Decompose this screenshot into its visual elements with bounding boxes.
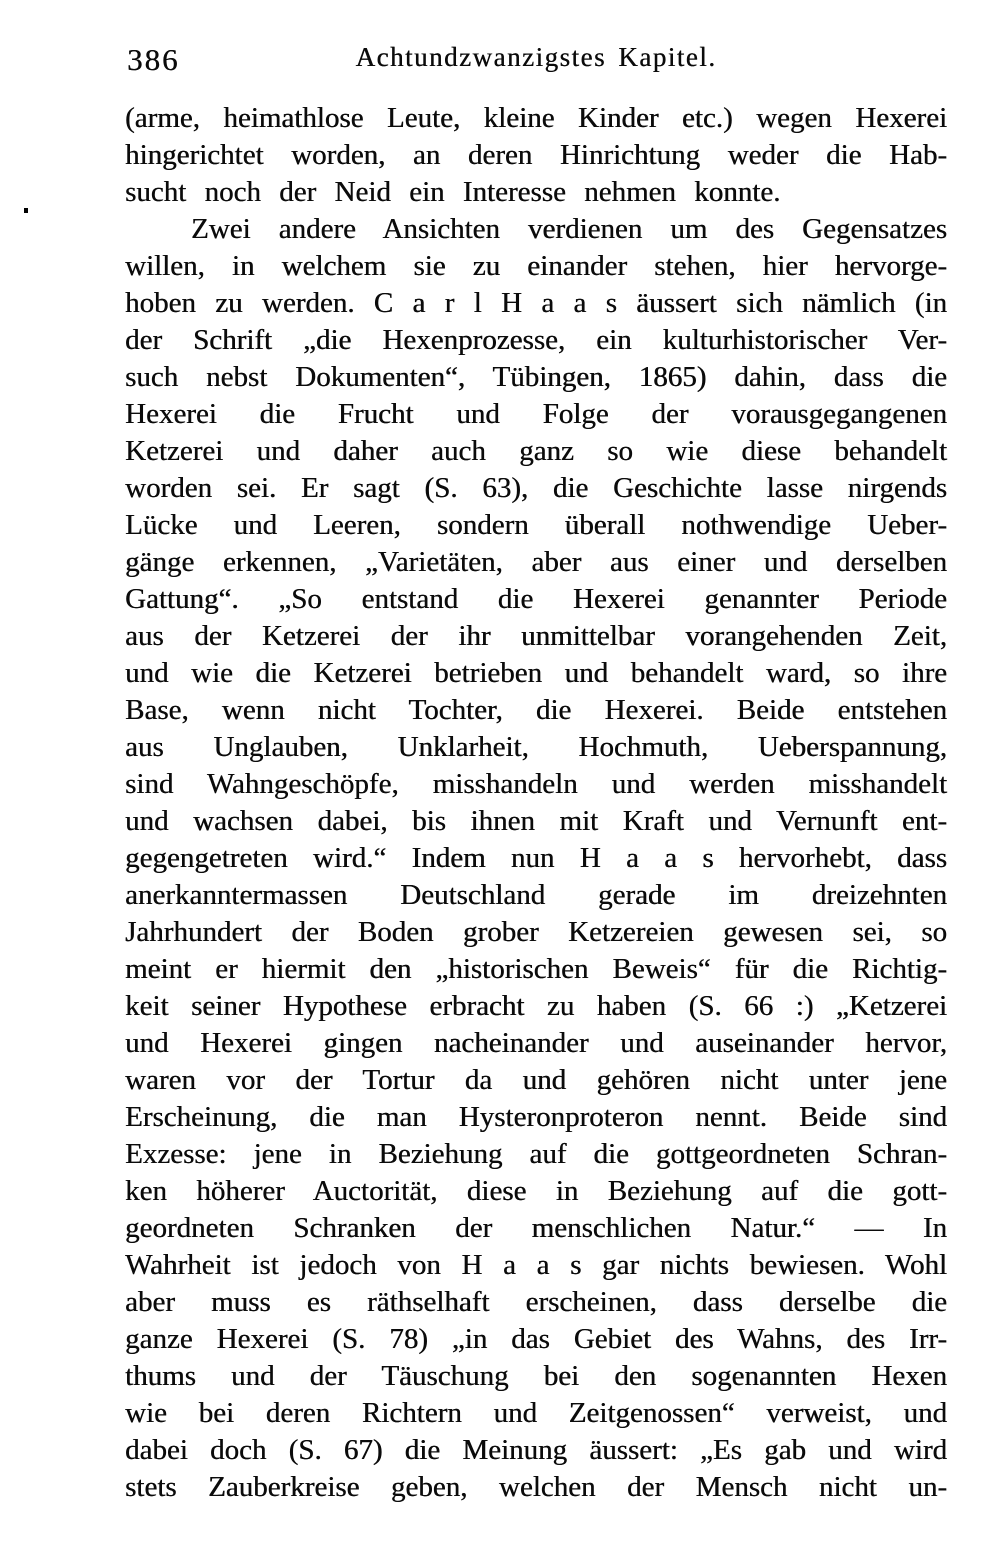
text-line: dabei doch (S. 67) die Meinung äussert: „Es gab und wird [125,1434,947,1466]
text-line: waren vor der Tortur da und gehören nicht unter jene [125,1064,947,1096]
text-line: stets Zauberkreise geben, welchen der Mensch nicht un- [125,1471,947,1503]
text-line: willen, in welchem sie zu einander stehen, hier hervorge- [125,250,947,282]
text-line: sind Wahngeschöpfe, misshandeln und werden misshandelt [125,768,947,800]
text-line: sucht noch der Neid ein Interesse nehmen konnte. [125,176,781,208]
text-line: meint er hiermit den „historischen Beweis“ für die Richtig- [125,953,947,985]
chapter-title: Achtundzwanzigstes Kapitel. [355,42,717,72]
running-head [125,40,947,80]
text-line: hingerichtet worden, an deren Hinrichtung weder die Hab- [125,139,947,171]
text-line: und wie die Ketzerei betrieben und behandelt ward, so ihre [125,657,947,689]
text-line: Base, wenn nicht Tochter, die Hexerei. Beide entstehen [125,694,947,726]
text-line: keit seiner Hypothese erbracht zu haben (S. 66 :) „Ketzerei [125,990,947,1022]
text-line: ganze Hexerei (S. 78) „in das Gebiet des Wahns, des Irr- [125,1323,947,1355]
text-line: Lücke und Leeren, sondern überall nothwendige Ueber- [125,509,947,541]
text-line: anerkanntermassen Deutschland gerade im dreizehnten [125,879,947,911]
text-line: thums und der Täuschung bei den sogenannten Hexen [125,1360,947,1392]
text-line: Erscheinung, die man Hysteronproteron nennt. Beide sind [125,1101,947,1133]
text-line: aus Unglauben, Unklarheit, Hochmuth, Ueberspannung, [125,731,947,763]
page-number: 386 [127,42,180,77]
text-line: der Schrift „die Hexenprozesse, ein kulturhistorischer Ver- [125,324,947,356]
text-line: Exzesse: jene in Beziehung auf die gottgeordneten Schran- [125,1138,947,1170]
text-line: und wachsen dabei, bis ihnen mit Kraft und Vernunft ent- [125,805,947,837]
text-line: gegengetreten wird.“ Indem nun H a a s hervorhebt, dass [125,842,947,874]
text-line: aus der Ketzerei der ihr unmittelbar vorangehenden Zeit, [125,620,947,652]
text-line: geordneten Schranken der menschlichen Natur.“ — In [125,1212,947,1244]
text-line: Jahrhundert der Boden grober Ketzereien gewesen sei, so [125,916,947,948]
text-line: aber muss es räthselhaft erscheinen, dass derselbe die [125,1286,947,1318]
scan-speck [24,208,28,213]
text-line: Zwei andere Ansichten verdienen um des Gegensatzes [191,213,947,245]
body-text [125,100,947,1506]
text-line: Gattung“. „So entstand die Hexerei genannter Periode [125,583,947,615]
text-line: worden sei. Er sagt (S. 63), die Geschichte lasse nirgends [125,472,947,504]
text-line: und Hexerei gingen nacheinander und auseinander hervor, [125,1027,947,1059]
text-line: Wahrheit ist jedoch von H a a s gar nichts bewiesen. Wohl [125,1249,947,1281]
text-line: gänge erkennen, „Varietäten, aber aus einer und derselben [125,546,947,578]
text-line: wie bei deren Richtern und Zeitgenossen“ verweist, und [125,1397,947,1429]
text-line: ken höherer Auctorität, diese in Beziehung auf die gott- [125,1175,947,1207]
text-line: Hexerei die Frucht und Folge der vorausgegangenen [125,398,947,430]
text-line: hoben zu werden. C a r l H a a s äussert sich nämlich (in [125,287,947,319]
text-line: Ketzerei und daher auch ganz so wie diese behandelt [125,435,947,467]
text-line: (arme, heimathlose Leute, kleine Kinder etc.) wegen Hexerei [125,102,947,134]
text-line: such nebst Dokumenten“, Tübingen, 1865) dahin, dass die [125,361,947,393]
